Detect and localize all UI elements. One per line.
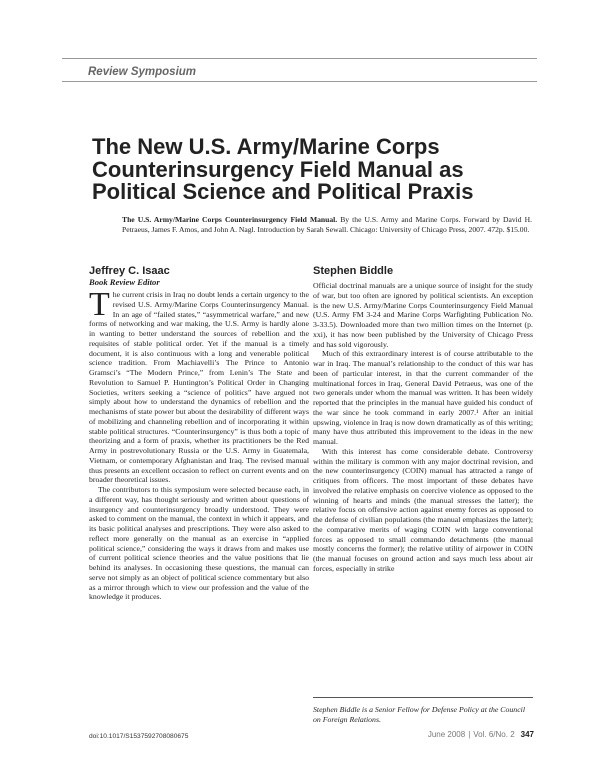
- intro-paragraph-1: [89, 286, 309, 485]
- top-rule: [62, 58, 537, 59]
- intro-paragraph-1-text: he current crisis in Iraq no doubt lends a certain urgency to the revised U.S. Army/Marine Corps Counterinsurgency Manual. In an age of “failed states,” “asymmetrical warfare,” and new forms of networking and war making, the U.S. Army is hardly alone in wanting to better understand the sources of rebellion and the requisites of stable political order. Yet if the manual is a timely document, it is also continuous with a long and venerable political science tradition. From Machiavelli’s The Prince to Antonio Gramsci’s “The Modern Prince,” from Lenin’s The State and Revolution to Samuel P. Huntington’s Political Order in Changing Societies, writers seeking a “science of politics” have argued not simply about how to understand the dynamics of rebellion and the mechanisms of state power but about the desirability of different ways of mobilizing and channeling rebellion and of incorporating it within stable political structures. “Counterinsurgency” is thus both a topic of theorizing and a form of praxis, whether its practitioners be the Red Army in postrevolutionary Russia or the U.S. Army in Guatemala, Vietnam, or contemporary Afghanistan and Iraq. The revised manual thus presents an excellent occasion to reflect on current events and on broader theoretical issues.: [89, 290, 309, 485]
- biddle-paragraph-1: Official doctrinal manuals are a unique source of insight for the study of war, but too often are ignored by political scientists. An exception is the new U.S. Army/Marine Corps Counterinsurgency Field Manual (U.S. Army FM 3-24 and Marine Corps Warfighting Publication No. 3-33.5). Downloaded more than two million times on the Internet (p. xxi), it has now been published by the University of Chicago Press and has sold vigorously.: [313, 281, 533, 349]
- left-column: [89, 265, 309, 602]
- biddle-paragraph-2: Much of this extraordinary interest is of course attributable to the war in Iraq. The manual’s relationship to the conduct of this war has been of particular interest, in that the current commander of the multinational forces in Iraq, General David Petraeus, was one of the two generals under whom the manual was written. It has been widely reported that the principles in the manual have guided his conduct of the war since he took command in early 2007.¹ After an initial upswing, violence in Iraq is now down dramatically as of this writing; many have thus attributed this improvement to the ideas in the new manual.: [313, 349, 533, 446]
- page-footer: [428, 730, 534, 739]
- author-footnote: Stephen Biddle is a Senior Fellow for Defense Policy at the Council on Foreign Relations.: [313, 697, 533, 725]
- article-title: The New U.S. Army/Marine Corps Counterinsurgency Field Manual as Political Science and Political Praxis: [92, 134, 474, 204]
- issue-volume: Vol. 6/No. 2: [473, 730, 515, 739]
- section-label: Review Symposium: [88, 66, 197, 78]
- book-reference: [122, 215, 532, 235]
- book-title: The U.S. Army/Marine Corps Counterinsurgency Field Manual.: [122, 215, 338, 224]
- section-rule: [62, 81, 537, 82]
- page-number: 347: [520, 730, 534, 739]
- issue-date: June 2008: [427, 730, 466, 739]
- biddle-paragraph-3: With this interest has come considerable debate. Controversy within the military is common with any major doctrinal revision, and the new counterinsurgency (COIN) manual has attracted a range of critiques from officers. The most important of these debates have involved the relative emphasis on coercive violence as opposed to the winning of hearts and minds (the manual stresses the latter); the relative focus on offensive action against enemy forces as opposed to the defense of civilian populations (the manual emphasizes the latter); the comparative merits of waging COIN with large conventional forces as opposed to small commando detachments (the manual mostly concerns the former); the relative utility of airpower in COIN (the manual focuses on ground action and says much less about air forces, especially in strike: [313, 446, 533, 573]
- author-biddle: Stephen Biddle: [313, 265, 394, 277]
- author-isaac: Jeffrey C. Isaac: [89, 265, 170, 277]
- footer-separator: |: [468, 730, 471, 739]
- book-details: By the U.S. Army and Marine Corps. Forward by David H. Petraeus, James F. Amos, and John A. Nagl. Introduction by Sarah Sewall. Chicago: University of Chicago Press, 2007. 472p. $15.00.: [122, 215, 532, 234]
- drop-cap: T: [89, 286, 110, 323]
- right-column: [313, 265, 533, 574]
- intro-paragraph-2: The contributors to this symposium were selected because each, in a different way, has thought seriously and written about questions of insurgency and counterinsurgency broadly understood. They were asked to comment on the manual, the context in which it appears, and its basic political analyses and prescriptions. They were also asked to reflect more generally on the manual as an exercise in “applied political science,” considering the ways it draws from and makes use of current political science theories and the value positions that lie behind its analyses. In occasioning these questions, the manual can serve not simply as an object of political science commentary but also as a mirror through which to view our profession and the value of the knowledge it produces.: [89, 485, 309, 602]
- doi: doi:10.1017/S1537592708080675: [89, 733, 189, 740]
- author-affiliation: Book Review Editor: [89, 277, 160, 287]
